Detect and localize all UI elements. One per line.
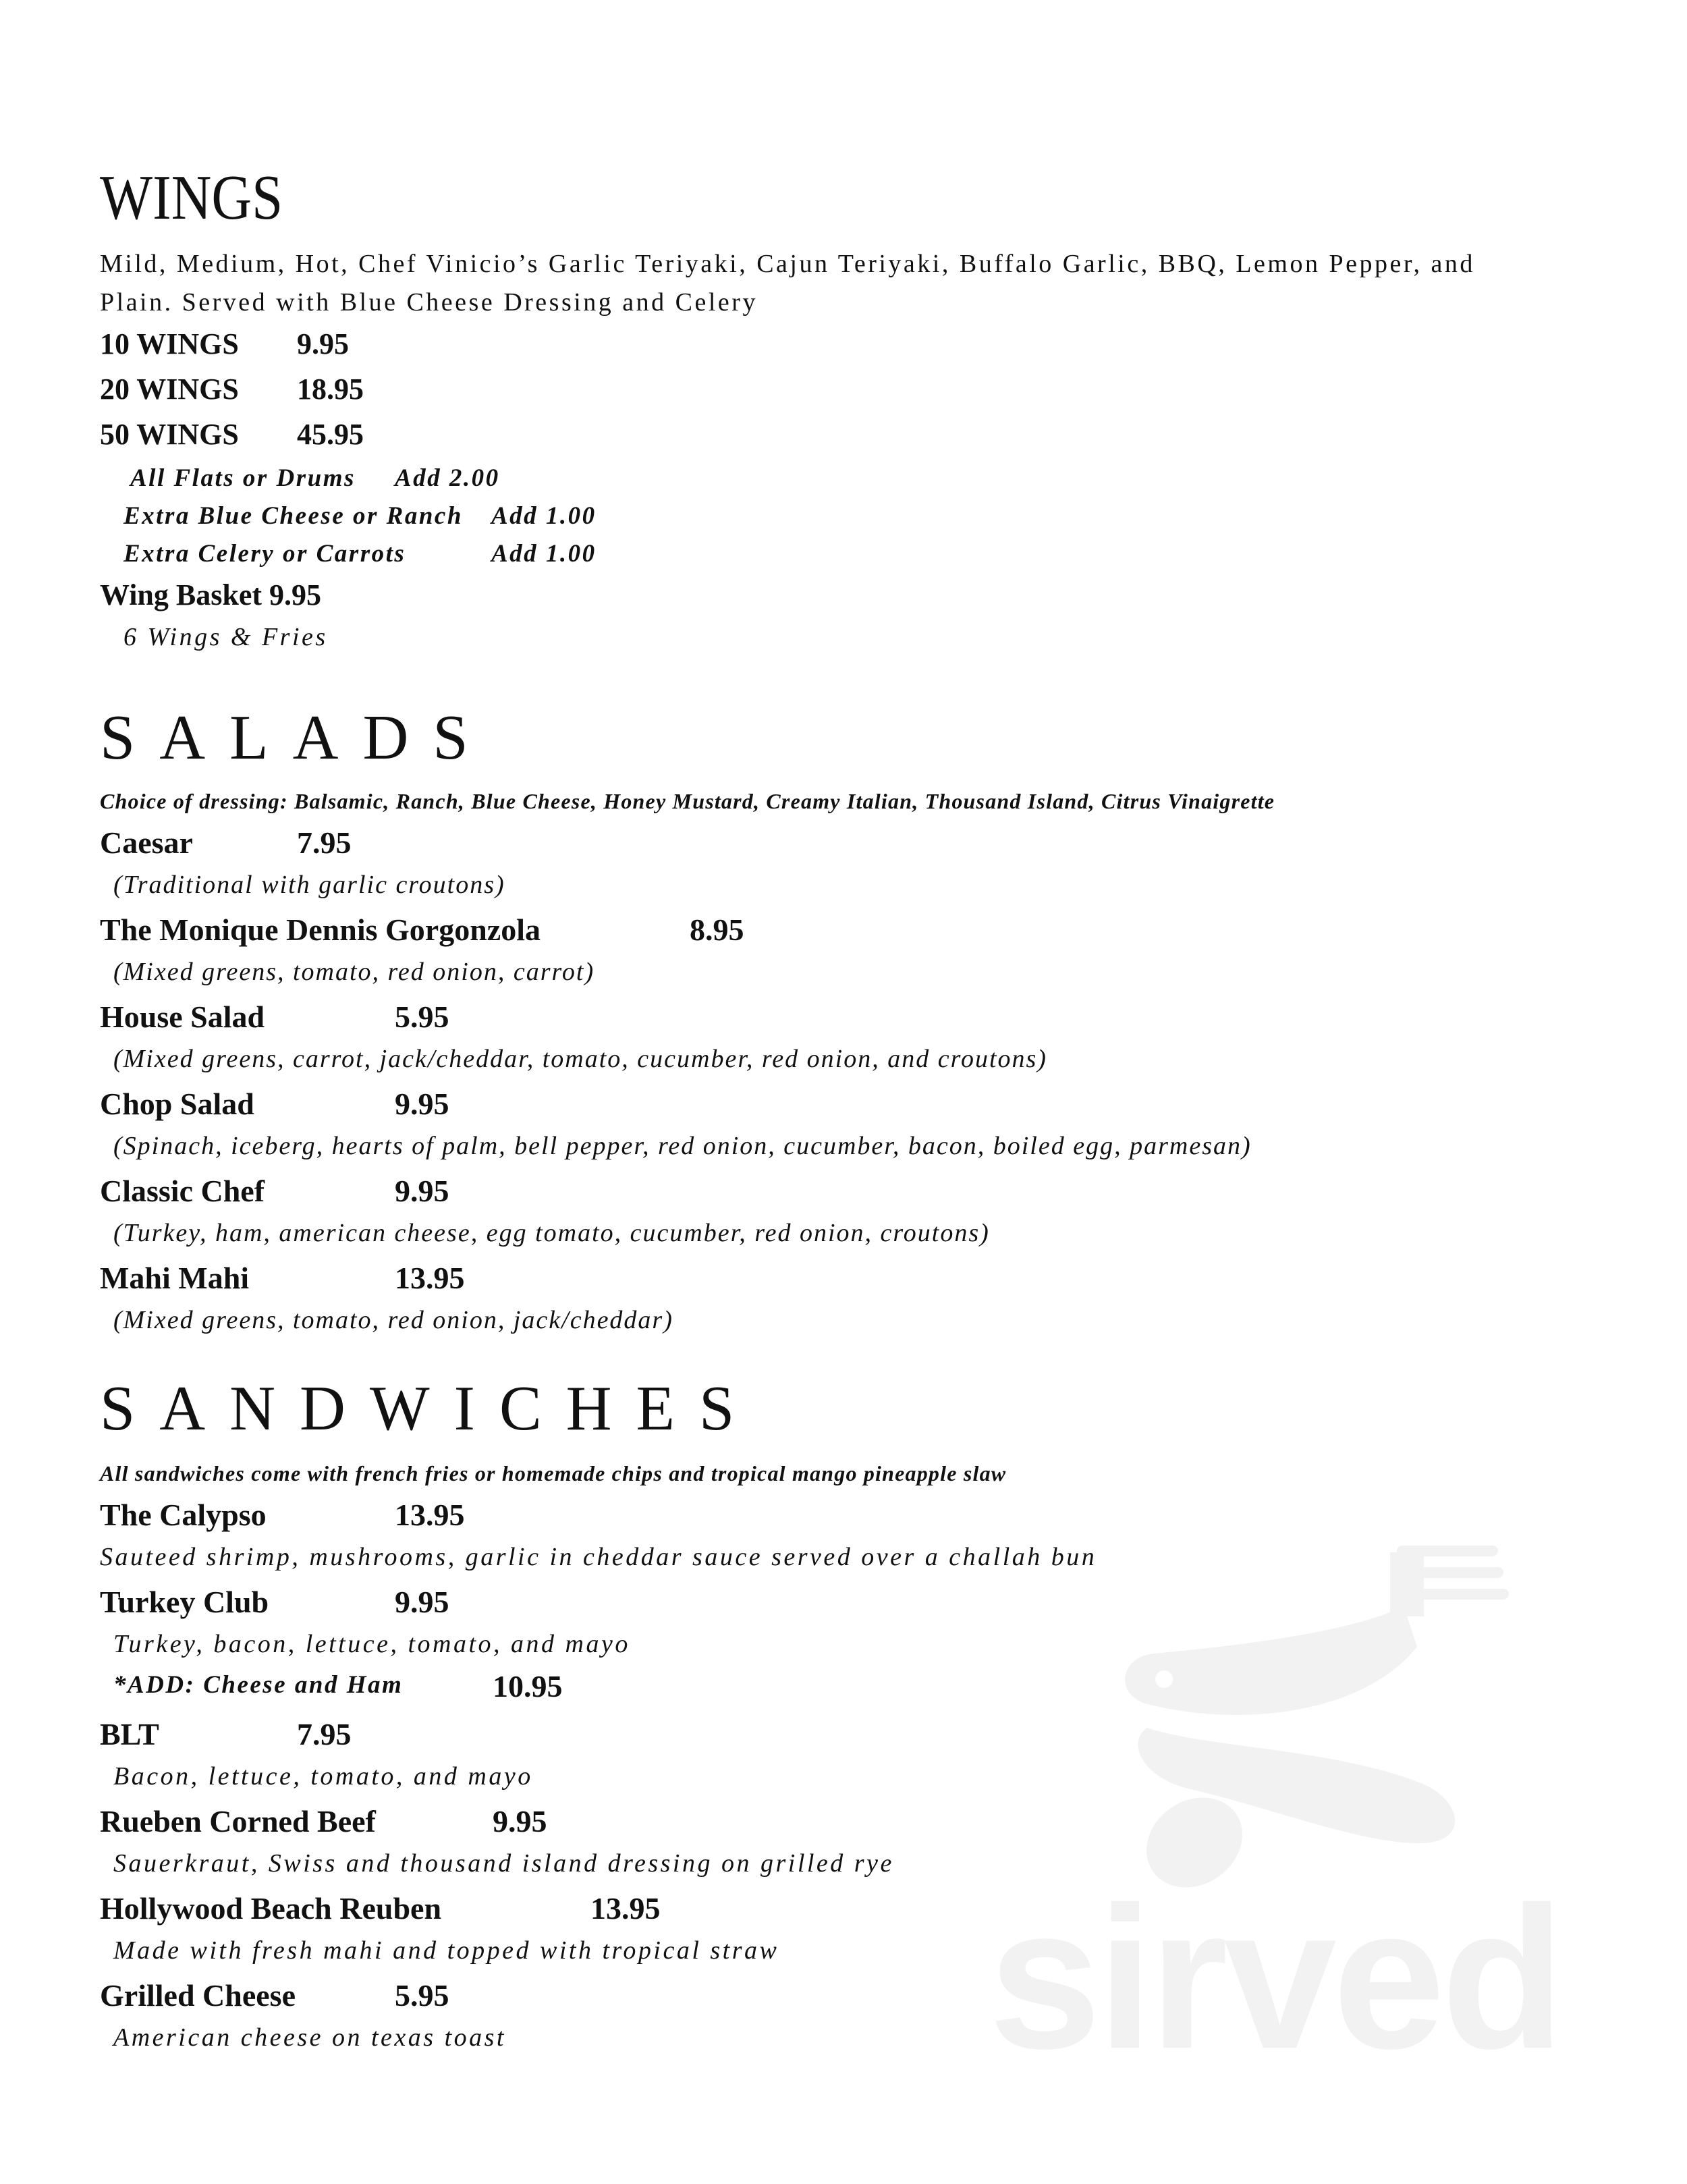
sandwich-name: BLT	[100, 1717, 159, 1751]
salad-desc: (Traditional with garlic croutons)	[113, 871, 505, 899]
wings-addon-price: Add 1.00	[491, 502, 597, 530]
salad-price: 9.95	[395, 1087, 449, 1121]
sandwich-desc: Sauteed shrimp, mushrooms, garlic in cheddar sauce served over a challah bun	[100, 1543, 1097, 1571]
sandwich-name: Rueben Corned Beef	[100, 1804, 376, 1838]
salad-name: House Salad	[100, 1000, 265, 1034]
wings-size-price: 18.95	[297, 373, 364, 406]
salad-desc: (Mixed greens, carrot, jack/cheddar, tomato, cucumber, red onion, and croutons)	[113, 1045, 1047, 1073]
sirved-watermark: sirved	[989, 1864, 1561, 2091]
salad-price: 9.95	[395, 1174, 449, 1208]
turkey-add-option: *ADD: Cheese and Ham	[113, 1671, 404, 1699]
salad-price: 7.95	[297, 825, 352, 860]
sandwich-desc: Turkey, bacon, lettuce, tomato, and mayo	[113, 1630, 630, 1658]
salad-desc: (Mixed greens, tomato, red onion, carrot)	[113, 958, 595, 986]
section-title-sandwiches: SANDWICHES	[100, 1373, 759, 1444]
sandwich-price: 9.95	[395, 1585, 449, 1619]
sandwich-desc: Sauerkraut, Swiss and thousand island dressing on grilled rye	[113, 1849, 894, 1878]
salad-name: Chop Salad	[100, 1087, 254, 1121]
sandwich-desc: Made with fresh mahi and topped with tropical straw	[113, 1936, 779, 1965]
section-title-salads: SALADS	[100, 703, 493, 773]
wings-size-price: 9.95	[297, 327, 349, 360]
sandwiches-note: All sandwiches come with french fries or homemade chips and tropical mango pineapple slaw	[100, 1461, 1007, 1485]
sandwich-price: 13.95	[395, 1498, 465, 1532]
turkey-add-price: 10.95	[493, 1669, 563, 1703]
fork-spoon-icon	[1107, 1525, 1525, 1903]
wings-flavors-line-2: Plain. Served with Blue Cheese Dressing and Celery	[100, 288, 758, 317]
salad-name: Classic Chef	[100, 1174, 265, 1208]
sandwich-desc: Bacon, lettuce, tomato, and mayo	[113, 1762, 533, 1791]
wings-size-name: 50 WINGS	[100, 418, 239, 451]
wings-size-name: 20 WINGS	[100, 373, 239, 406]
salad-price: 13.95	[395, 1261, 465, 1295]
sandwich-name: Turkey Club	[100, 1585, 269, 1619]
salad-desc: (Spinach, iceberg, hearts of palm, bell pepper, red onion, cucumber, bacon, boiled egg, parmesan)	[113, 1132, 1252, 1160]
salad-desc: (Turkey, ham, american cheese, egg tomato, cucumber, red onion, croutons)	[113, 1219, 990, 1247]
wings-addon-price: Add 2.00	[395, 464, 500, 492]
sandwich-name: Hollywood Beach Reuben	[100, 1891, 442, 1926]
salad-name: Mahi Mahi	[100, 1261, 250, 1295]
salad-name: The Monique Dennis Gorgonzola	[100, 912, 541, 947]
salad-desc: (Mixed greens, tomato, red onion, jack/cheddar)	[113, 1306, 673, 1334]
wings-addon-price: Add 1.00	[491, 540, 597, 568]
wings-size-name: 10 WINGS	[100, 327, 239, 360]
salad-price: 8.95	[690, 912, 744, 947]
salad-price: 5.95	[395, 1000, 449, 1034]
sandwich-name: Grilled Cheese	[100, 1978, 296, 2013]
wings-flavors-line-1: Mild, Medium, Hot, Chef Vinicio’s Garlic Teriyaki, Cajun Teriyaki, Buffalo Garlic, BBQ, Lemon Pepper, and	[100, 250, 1475, 278]
wings-addon-name: All Flats or Drums	[130, 464, 356, 492]
salad-name: Caesar	[100, 825, 193, 860]
sandwich-price: 9.95	[493, 1804, 547, 1838]
wing-basket-title: Wing Basket 9.95	[100, 578, 322, 611]
wing-basket-desc: 6 Wings & Fries	[123, 623, 328, 651]
sandwich-desc: American cheese on texas toast	[113, 2023, 506, 2052]
sandwich-name: The Calypso	[100, 1498, 267, 1532]
sandwich-price: 13.95	[590, 1891, 661, 1926]
sandwich-price: 7.95	[297, 1717, 352, 1751]
sandwich-price: 5.95	[395, 1978, 449, 2013]
salads-dressing-note: Choice of dressing: Balsamic, Ranch, Blue Cheese, Honey Mustard, Creamy Italian, Thousand Island, Citrus Vinaigrette	[100, 789, 1275, 813]
wings-addon-name: Extra Celery or Carrots	[123, 540, 406, 568]
wings-size-price: 45.95	[297, 418, 364, 451]
wings-addon-name: Extra Blue Cheese or Ranch	[123, 502, 463, 530]
section-title-wings: WINGS	[100, 163, 283, 233]
